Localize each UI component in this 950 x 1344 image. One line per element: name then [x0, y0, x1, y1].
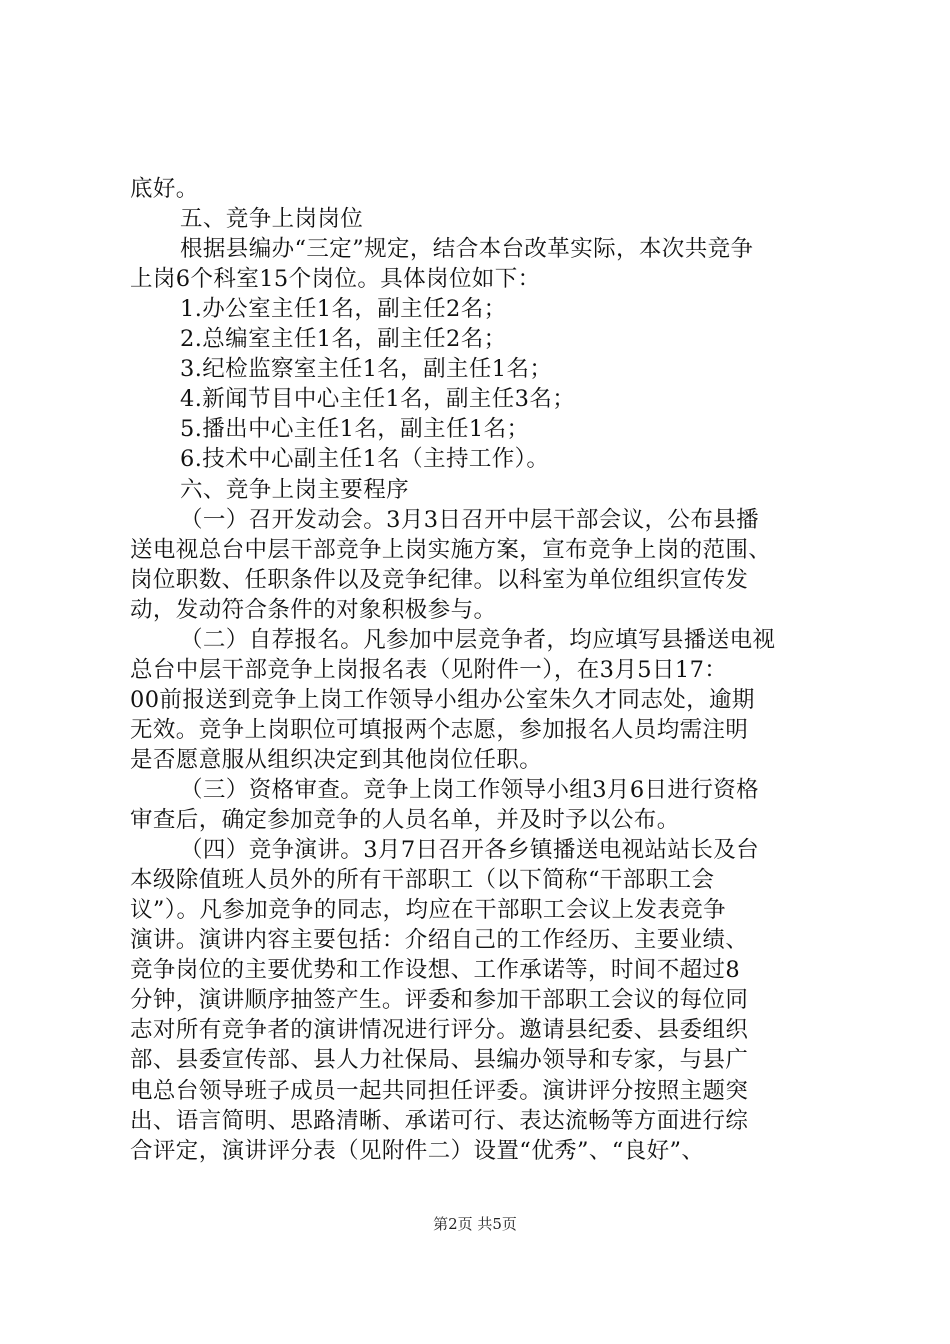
page-footer: 第2页 共5页 — [433, 1215, 517, 1233]
text-line: 议”）。凡参加竞争的同志，均应在干部职工会议上发表竞争 — [130, 897, 727, 924]
text-line: （三）资格审查。竞争上岗工作领导小组3月6日进行资格 — [180, 777, 760, 803]
text-line: 岗位职数、任职条件以及竞争纪律。以科室为单位组织宣传发 — [130, 566, 749, 593]
text-line: 3.纪检监察室主任1名，副主任1名； — [180, 356, 553, 383]
text-line: 6.技术中心副主任1名（主持工作）。 — [180, 446, 550, 473]
text-line: 总台中层干部竞争上岗报名表（见附件一），在3月5日17： — [130, 656, 728, 683]
text-line: 出、语言简明、思路清晰、承诺可行、表达流畅等方面进行综 — [130, 1107, 749, 1134]
text-line: 无效。竞争上岗职位可填报两个志愿，参加报名人员均需注明 — [130, 716, 749, 743]
text-line: 竞争岗位的主要优势和工作设想、工作承诺等，时间不超过8 — [130, 957, 741, 984]
text-line: （二）自荐报名。凡参加中层竞争者，均应填写县播送电视 — [180, 626, 776, 653]
text-line: 志对所有竞争者的演讲情况进行评分。邀请县纪委、县委组织 — [130, 1017, 749, 1044]
text-line: 是否愿意服从组织决定到其他岗位任职。 — [130, 746, 543, 773]
text-line: 底好。 — [130, 176, 199, 202]
text-line: 2.总编室主任1名，副主任2名； — [180, 326, 507, 353]
text-line: （四）竞争演讲。3月7日召开各乡镇播送电视站站长及台 — [180, 837, 760, 864]
text-line: 合评定，演讲评分表（见附件二）设置“优秀”、“良好”、 — [130, 1137, 705, 1164]
text-line: 六、竞争上岗主要程序 — [180, 476, 410, 503]
text-line: 演讲。演讲内容主要包括：介绍自己的工作经历、主要业绩、 — [130, 927, 749, 954]
text-line: 根据县编办“三定”规定，结合本台改革实际，本次共竞争 — [180, 236, 754, 263]
text-line: 审查后，确定参加竞争的人员名单，并及时予以公布。 — [130, 807, 680, 834]
text-line: 电总台领导班子成员一起共同担任评委。演讲评分按照主题突 — [130, 1077, 749, 1104]
text-line: 4.新闻节目中心主任1名，副主任3名； — [180, 386, 576, 413]
text-line: 动，发动符合条件的对象积极参与。 — [130, 596, 497, 623]
text-line: 五、竞争上岗岗位 — [180, 206, 364, 233]
text-line: 00前报送到竞争上岗工作领导小组办公室朱久才同志处，逾期 — [130, 686, 755, 713]
text-line: 分钟，演讲顺序抽签产生。评委和参加干部职工会议的每位同 — [130, 987, 749, 1014]
text-line: 5.播出中心主任1名，副主任1名； — [180, 416, 530, 443]
text-line: 送电视总台中层干部竞争上岗实施方案，宣布竞争上岗的范围、 — [130, 536, 772, 563]
text-line: 本级除值班人员外的所有干部职工（以下简称“干部职工会 — [130, 867, 715, 894]
text-line: 上岗6个科室15个岗位。具体岗位如下： — [130, 266, 541, 293]
text-line: 1.办公室主任1名，副主任2名； — [180, 296, 507, 323]
text-line: 部、县委宣传部、县人力社保局、县编办领导和专家，与县广 — [130, 1047, 749, 1074]
text-line: （一）召开发动会。3月3日召开中层干部会议，公布县播 — [180, 506, 760, 533]
